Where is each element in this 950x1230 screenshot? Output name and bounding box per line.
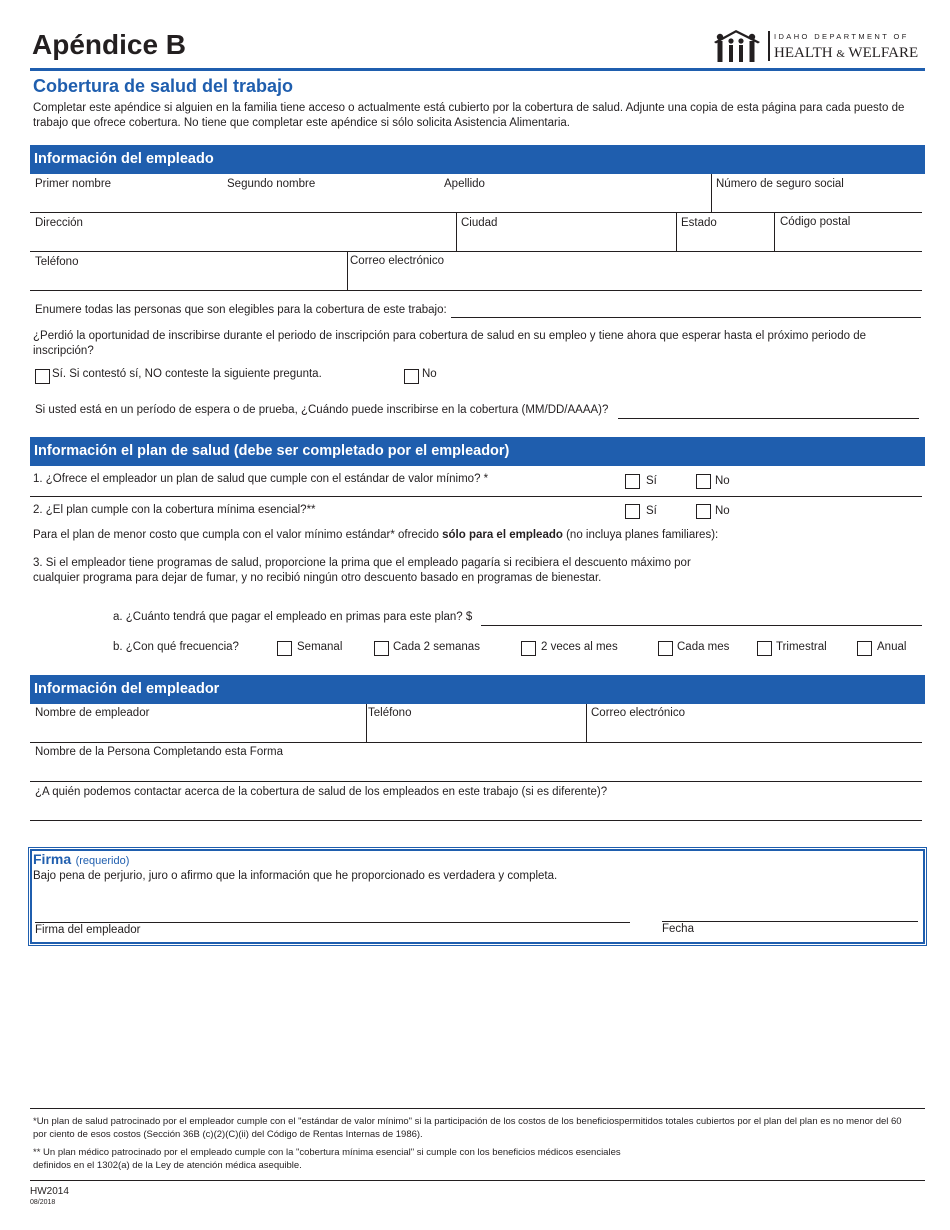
- plan-q2: 2. ¿El plan cumple con la cobertura mínima esencial?**: [33, 504, 316, 516]
- frequency-biweekly-checkbox[interactable]: [374, 641, 389, 656]
- divider: [586, 704, 587, 742]
- last-name-label: Apellido: [444, 178, 485, 190]
- logo-top-text: IDAHO DEPARTMENT OF: [774, 32, 909, 41]
- frequency-semimonthly-checkbox[interactable]: [521, 641, 536, 656]
- employer-section-header: Información del empleador: [30, 675, 925, 704]
- ssn-label: Número de seguro social: [716, 178, 844, 190]
- frequency-monthly-label: Cada mes: [677, 641, 730, 653]
- footer-rule: [30, 1180, 925, 1181]
- divider: [774, 212, 775, 251]
- form-number: HW2014: [30, 1186, 69, 1197]
- plan-q1-yes-label: Sí: [646, 475, 657, 487]
- missed-enrollment-no-checkbox[interactable]: [404, 369, 419, 384]
- logo-bottom-text: [774, 44, 918, 63]
- signature-statement: Bajo pena de perjurio, juro o afirmo que la información que he proporcionado es verdadera y completa.: [33, 870, 558, 882]
- eligible-people-label: Enumere todas las personas que son elegibles para la cobertura de este trabajo:: [35, 304, 447, 316]
- employer-email-label: Correo electrónico: [591, 707, 685, 719]
- signature-date-input[interactable]: [662, 921, 918, 922]
- logo-line: [768, 31, 770, 61]
- agency-logo: [712, 28, 924, 64]
- divider: [711, 174, 712, 212]
- state-label: Estado: [681, 217, 717, 229]
- plan-q3-line1: 3. Si el empleador tiene programas de salud, proporcione la prima que el empleado pagaría si recibiera el descuento máximo por: [33, 557, 691, 569]
- premium-input[interactable]: [481, 625, 922, 626]
- logo-welfare: WELFARE: [848, 45, 919, 61]
- lowest-cost-bold: sólo para el empleado: [442, 529, 563, 541]
- divider: [676, 212, 677, 251]
- intro-text: Completar este apéndice si alguien en la familia tiene acceso o actualmente está cubierto por la cobertura de salud. Adjunte una copia de esta página para cada puesto de trabajo que ofrece cobertura. No tiene que completar este apéndice si sólo solicita Asistencia Alimentaria.: [33, 102, 905, 129]
- frequency-quarterly-label: Trimestral: [776, 641, 827, 653]
- frequency-weekly-label: Semanal: [297, 641, 343, 653]
- divider: [456, 212, 457, 251]
- middle-name-label: Segundo nombre: [227, 178, 316, 190]
- zip-label: Código postal: [780, 216, 851, 228]
- row-divider: [30, 251, 922, 252]
- footnote-2-line2: definidos en el 1302(a) de la Ley de atención médica asequible.: [33, 1160, 302, 1171]
- row-divider: [30, 212, 922, 213]
- signature-date-label: Fecha: [662, 923, 694, 935]
- frequency-biweekly-label: Cada 2 semanas: [393, 641, 480, 653]
- family-icon: [712, 28, 764, 64]
- waiting-period-input[interactable]: [618, 418, 919, 419]
- footnote-1: *Un plan de salud patrocinado por el empleador cumple con el "estándar de valor mínimo" si la participación de los costos de los beneficiospermitidos totales cubiertos por el plan del plan es no menor del 60 por ciento de esos costos (Sección 36B (c)(2)(C)(ii) del Código de Rentas Internas de 1986).: [33, 1116, 902, 1140]
- missed-enrollment-yes-checkbox[interactable]: [35, 369, 50, 384]
- row-divider: [30, 496, 922, 497]
- plan-q2-yes-label: Sí: [646, 505, 657, 517]
- logo-amp: &: [836, 48, 845, 60]
- divider: [347, 251, 348, 290]
- row-divider: [30, 742, 922, 743]
- page-subtitle: Cobertura de salud del trabajo: [33, 76, 294, 96]
- employer-phone-label: Teléfono: [368, 707, 412, 719]
- phone-label: Teléfono: [35, 256, 79, 268]
- row-divider: [30, 781, 922, 782]
- contact-label: ¿A quién podemos contactar acerca de la cobertura de salud de los empleados en este trabajo (si es diferente)?: [35, 786, 608, 798]
- missed-enrollment-no-label: No: [422, 368, 437, 380]
- signature-title: Firma: [33, 851, 72, 867]
- signature-box: [30, 849, 925, 944]
- plan-q2-no-label: No: [715, 505, 730, 517]
- first-name-label: Primer nombre: [35, 178, 112, 190]
- logo-health: HEALTH: [774, 45, 833, 61]
- row-divider: [30, 820, 922, 821]
- frequency-annual-label: Anual: [877, 641, 907, 653]
- form-date: 08/2018: [30, 1199, 56, 1206]
- header-rule: [30, 68, 925, 71]
- address-label: Dirección: [35, 217, 83, 229]
- frequency-label: b. ¿Con qué frecuencia?: [113, 641, 239, 653]
- footnote-2-line1: ** Un plan médico patrocinado por el empleado cumple con la "cobertura mínima esencial" si cumple con los beneficios médicos esenciales: [33, 1147, 621, 1158]
- waiting-period-label: Si usted está en un período de espera o de prueba, ¿Cuándo puede inscribirse en la cobertura (MM/DD/AAAA)?: [35, 404, 609, 416]
- employer-signature-label: Firma del empleador: [35, 924, 141, 936]
- plan-q1-yes-checkbox[interactable]: [625, 474, 640, 489]
- plan-q1-no-checkbox[interactable]: [696, 474, 711, 489]
- signature-required: (requerido): [75, 855, 130, 867]
- plan-q1: 1. ¿Ofrece el empleador un plan de salud que cumple con el estándar de valor mínimo? *: [33, 473, 489, 485]
- eligible-people-input[interactable]: [451, 317, 921, 318]
- missed-enrollment-yes-label: Sí. Si contestó sí, NO conteste la siguiente pregunta.: [52, 368, 322, 380]
- lowest-cost-post: (no incluya planes familiares):: [562, 529, 719, 541]
- lowest-cost-text: [33, 528, 718, 542]
- plan-q2-yes-checkbox[interactable]: [625, 504, 640, 519]
- frequency-annual-checkbox[interactable]: [857, 641, 872, 656]
- employer-name-label: Nombre de empleador: [35, 707, 150, 719]
- plan-q1-no-label: No: [715, 475, 730, 487]
- frequency-quarterly-checkbox[interactable]: [757, 641, 772, 656]
- row-divider: [30, 290, 922, 291]
- premium-label: a. ¿Cuánto tendrá que pagar el empleado en primas para este plan? $: [113, 611, 473, 623]
- divider: [366, 704, 367, 742]
- city-label: Ciudad: [461, 217, 498, 229]
- footnote-rule: [30, 1108, 925, 1109]
- email-label: Correo electrónico: [350, 255, 444, 267]
- plan-q2-no-checkbox[interactable]: [696, 504, 711, 519]
- page-title: Apéndice B: [32, 29, 187, 60]
- plan-section-header: Información el plan de salud (debe ser completado por el empleador): [30, 437, 925, 466]
- lowest-cost-pre: Para el plan de menor costo que cumpla con el valor mínimo estándar* ofrecido: [33, 529, 443, 541]
- person-completing-label: Nombre de la Persona Completando esta Forma: [35, 746, 284, 758]
- frequency-monthly-checkbox[interactable]: [658, 641, 673, 656]
- plan-q3-line2: cualquier programa para dejar de fumar, y no recibió ningún otro descuento basado en programas de bienestar.: [33, 572, 602, 584]
- employee-section-header: Información del empleado: [30, 145, 925, 174]
- frequency-semimonthly-label: 2 veces al mes: [541, 641, 618, 653]
- frequency-weekly-checkbox[interactable]: [277, 641, 292, 656]
- missed-enrollment-question: ¿Perdió la oportunidad de inscribirse durante el periodo de inscripción para cobertura de salud en su empleo y tiene ahora que esperar hasta el próximo periodo de inscripción?: [33, 330, 866, 357]
- signature-heading: [33, 851, 129, 869]
